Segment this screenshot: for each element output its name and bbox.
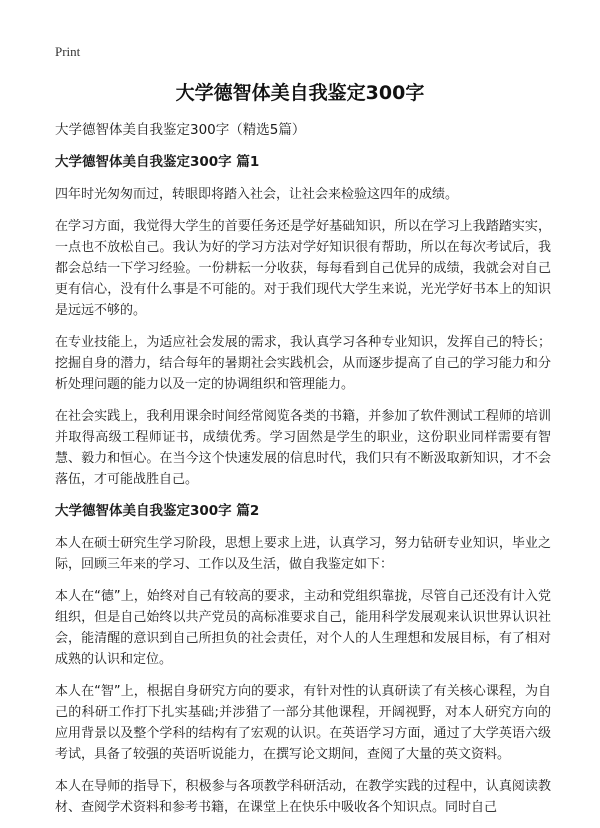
section-2-paragraph-4: 本人在导师的指导下，积极参与各项教学科研活动，在教学实践的过程中，认真阅读教材、查阅学术资料和参考书籍，在课堂上在快乐中吸收各个知识点。同时自己 (55, 779, 551, 815)
section-2-paragraph-2: 本人在“德”上，始终对自己有较高的要求，主动和党组织靠拢，尽管自己还没有计入党组织，但是自己始终以共产党员的高标准要求自己，能用科学发展观来认识世界认识社会，能清醒的意识到自己所担负的社会责任，对个人的人生理想和发展目标，有了相对成熟的认识和定位。 (55, 589, 551, 667)
section-1-paragraph-2: 在学习方面，我觉得大学生的首要任务还是学好基础知识，所以在学习上我踏踏实实，一点也不放松自己。我认为好的学习方法对学好知识很有帮助，所以在每次考试后，我都会总结一下学习经验。一份耕耘一分收获，每每看到自己优异的成绩，我就会对自己更有信心，没有什么事是不可能的。对于我们现代大学生来说，光光学好书本上的知识是远远不够的。 (55, 219, 551, 318)
document-subtitle: 大学德智体美自我鉴定300字（精选5篇） (55, 122, 306, 138)
section-heading-1: 大学德智体美自我鉴定300字 篇1 (55, 154, 260, 170)
document-body (55, 120, 551, 828)
section-1-paragraph-4: 在社会实践上，我利用课余时间经常阅览各类的书籍，并参加了软件测试工程师的培训并取得高级工程师证书，成绩优秀。学习固然是学生的职业，这份职业同样需要有智慧、毅力和恒心。在当今这个快速发展的信息时代，我们只有不断汲取新知识，才不会落伍，才可能战胜自己。 (55, 409, 551, 487)
section-2-paragraph-1: 本人在硕士研究生学习阶段，思想上要求上进，认真学习，努力钻研专业知识，毕业之际，回顾三年来的学习、工作以及生活，做自我鉴定如下： (55, 536, 551, 572)
print-link[interactable]: Print (55, 44, 81, 59)
section-1-paragraph-3: 在专业技能上，为适应社会发展的需求，我认真学习各种专业知识，发挥自己的特长；挖掘自身的潜力，结合每年的暑期社会实践机会，从而逐步提高了自己的学习能力和分析处理问题的能力以及一定的协调组织和管理能力。 (55, 335, 551, 392)
section-2-paragraph-3: 本人在“智”上，根据自身研究方向的要求，有针对性的认真研读了有关核心课程，为自己的科研工作打下扎实基础;并涉猎了一部分其他课程，开阔视野，对本人研究方向的应用背景以及整个学科的结构有了宏观的认识。在英语学习方面，通过了大学英语六级考试，具备了较强的英语听说能力，在撰写论文期间，查阅了大量的英文资料。 (55, 684, 551, 762)
section-heading-2: 大学德智体美自我鉴定300字 篇2 (55, 503, 260, 519)
section-1-paragraph-1: 四年时光匆匆而过，转眼即将踏入社会，让社会来检验这四年的成绩。 (55, 187, 459, 202)
page-title: 大学德智体美自我鉴定300字 (175, 82, 425, 104)
